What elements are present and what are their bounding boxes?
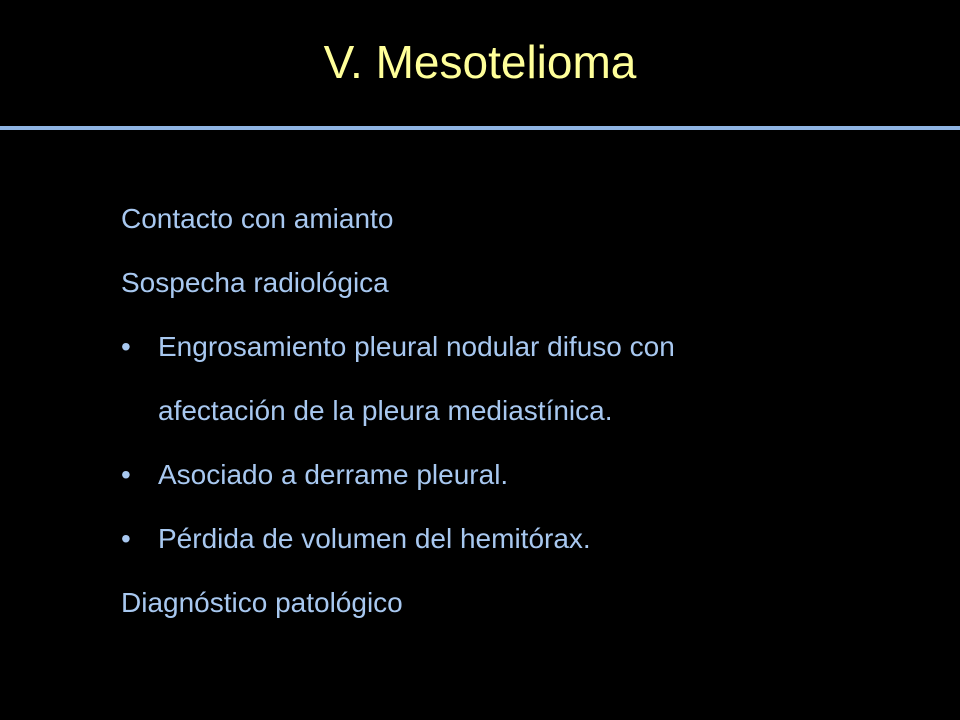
bullet-item-derrame <box>121 451 921 515</box>
bullet-text-line: Pérdida de volumen del hemitórax. <box>158 523 591 554</box>
body-line-diagnostico: Diagnóstico patológico <box>121 587 403 618</box>
bullet-item-engrosamiento <box>121 323 921 451</box>
bullet-text-line: afectación de la pleura mediastínica. <box>158 395 613 426</box>
body-line-sospecha: Sospecha radiológica <box>121 267 389 298</box>
bullet-text-line: Engrosamiento pleural nodular difuso con <box>158 331 675 362</box>
slide-title: V. Mesotelioma <box>323 36 637 88</box>
bullet-marker: • <box>121 459 131 490</box>
bullet-marker: • <box>121 331 131 362</box>
bullet-item-perdida-volumen <box>121 515 921 579</box>
body-line-contacto: Contacto con amianto <box>121 203 394 234</box>
title-divider <box>0 126 960 130</box>
slide-body <box>121 195 921 643</box>
bullet-text-line: Asociado a derrame pleural. <box>158 459 509 490</box>
bullet-marker: • <box>121 523 131 554</box>
